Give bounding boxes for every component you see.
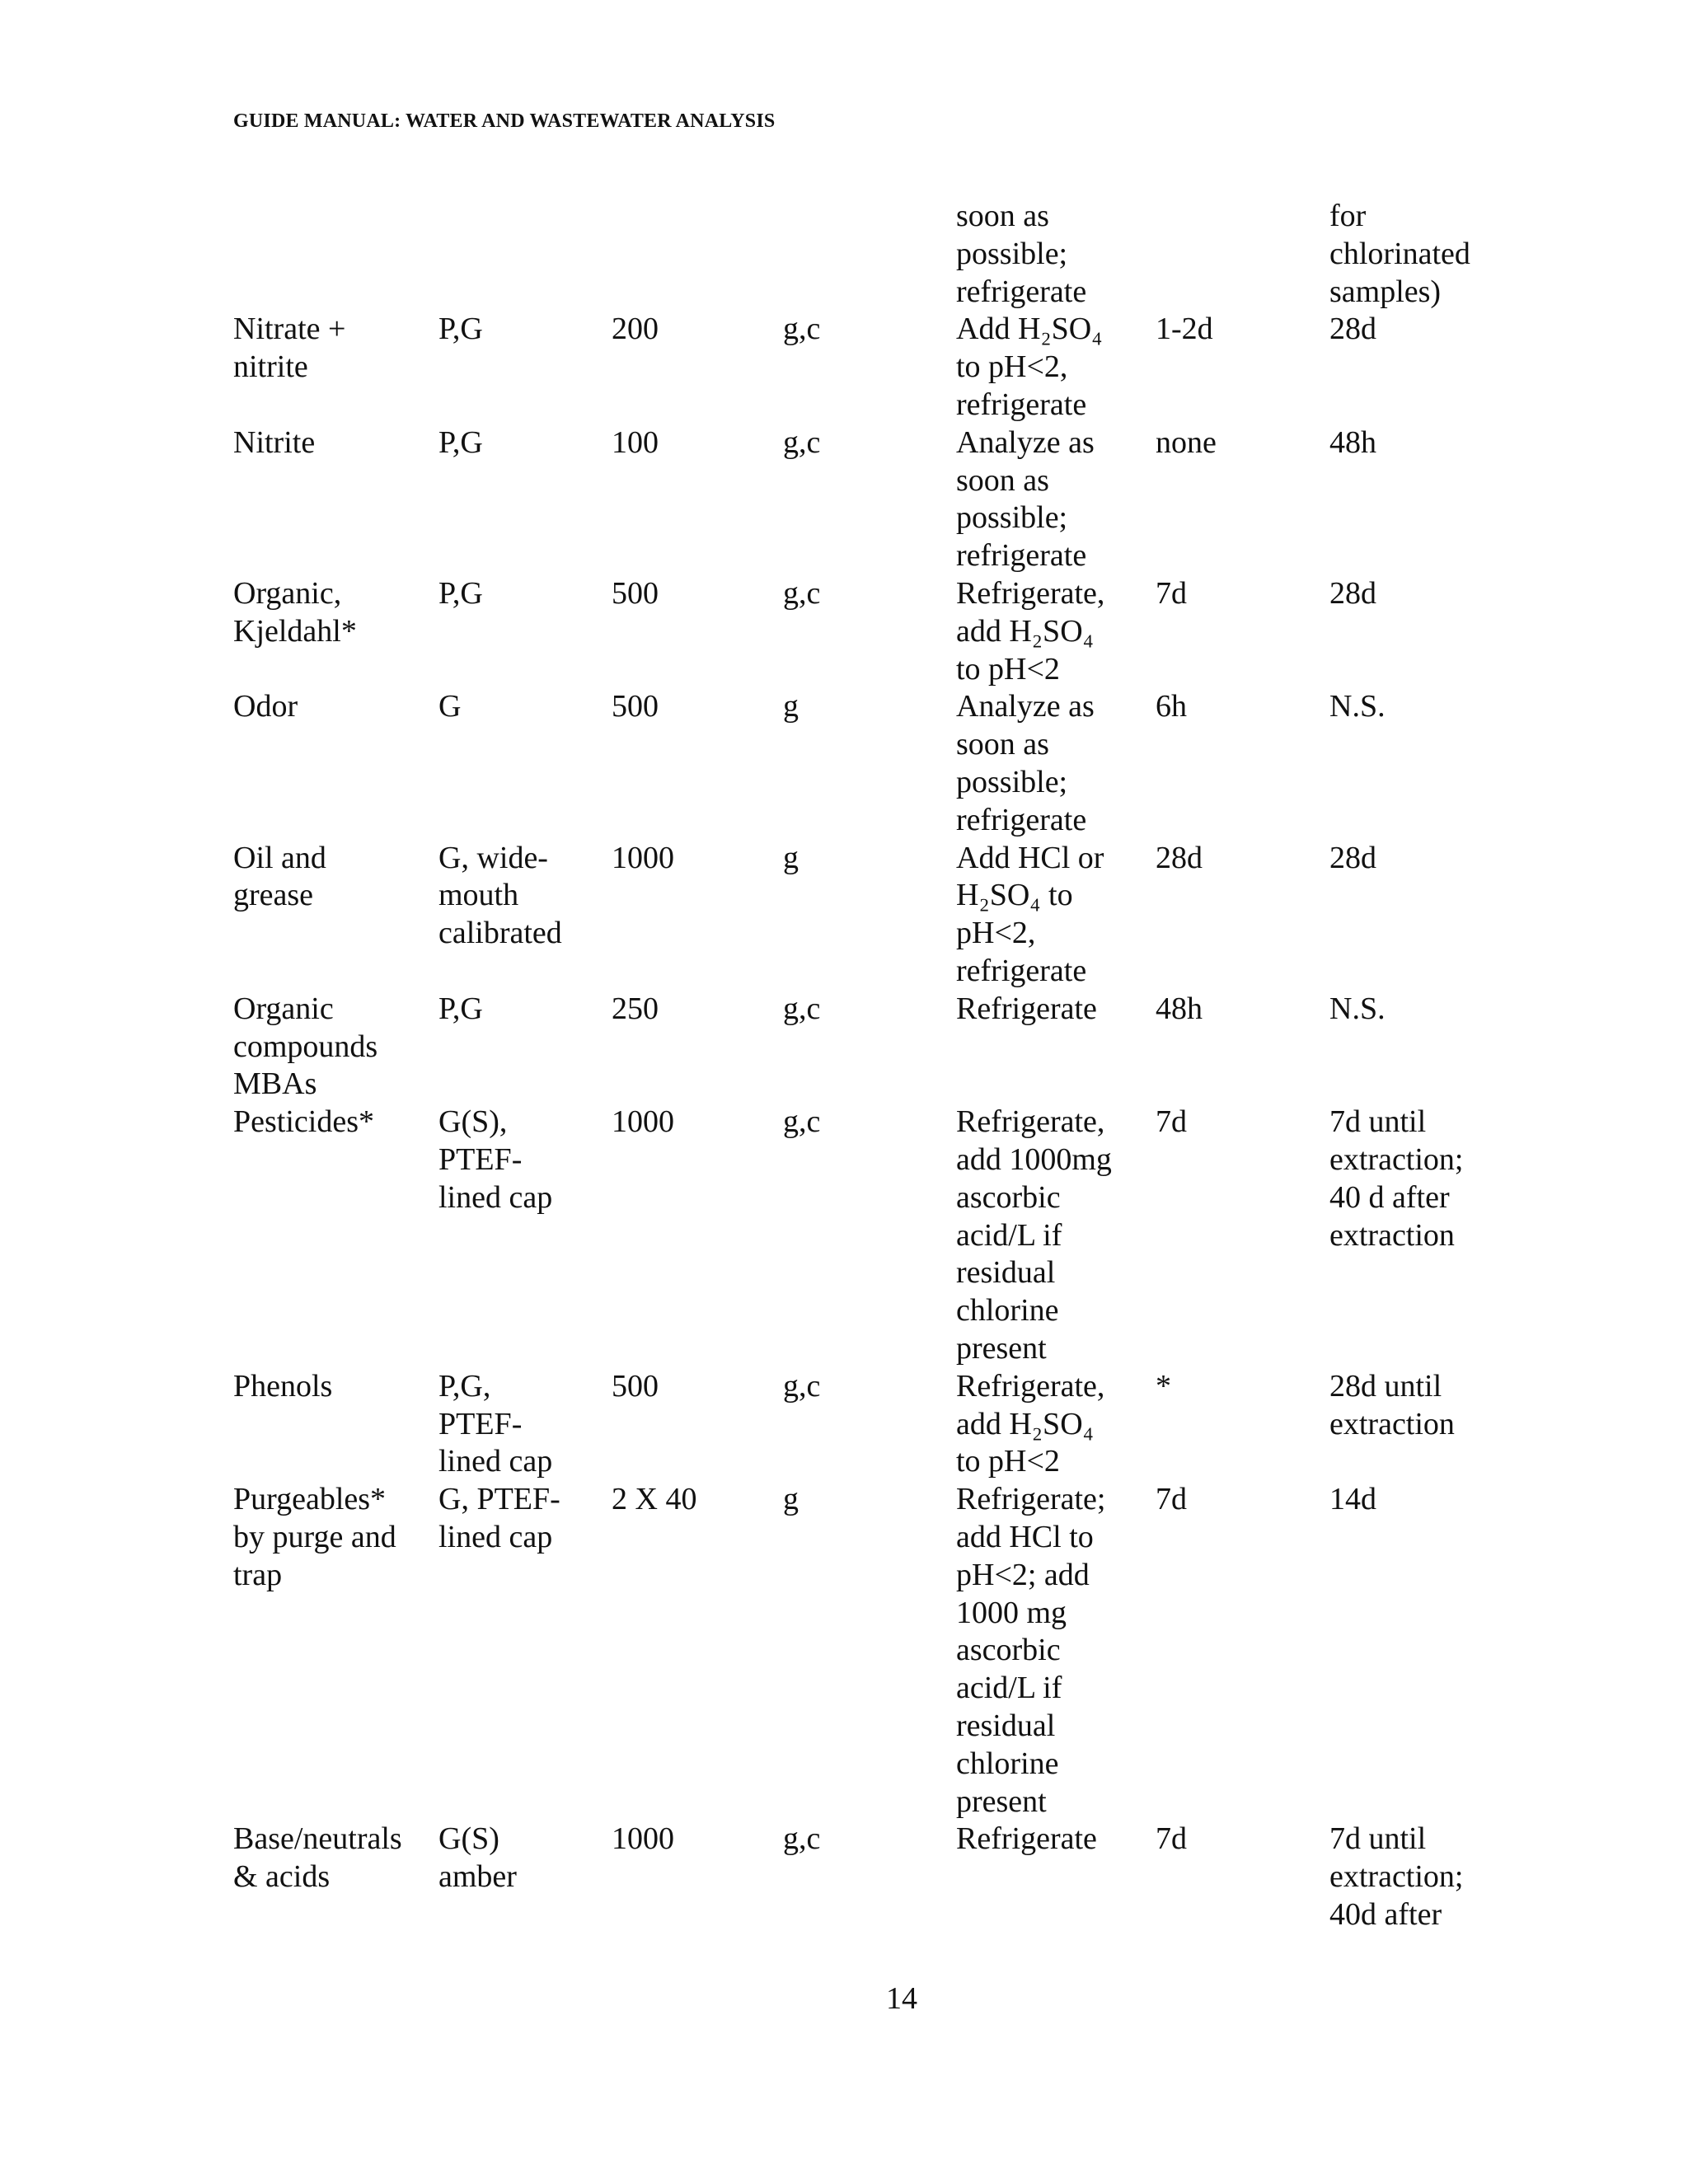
- cell-line: g: [783, 1482, 799, 1517]
- preservation-cell: [956, 575, 1104, 688]
- cell-line: refrigerate: [956, 274, 1087, 309]
- cell-line: acid/L if: [956, 1217, 1062, 1253]
- cell-line: ascorbic: [956, 1633, 1061, 1668]
- container-cell: [438, 575, 483, 613]
- cell-line: Refrigerate,: [956, 576, 1105, 611]
- cell-line: 500: [612, 689, 659, 724]
- cell-line: 500: [612, 1368, 659, 1404]
- regulatory-holding-cell: [1329, 1481, 1376, 1519]
- cell-line: G, PTEF-: [438, 1482, 560, 1517]
- min-sample-size-cell: [612, 1104, 674, 1141]
- container-cell: [438, 1821, 517, 1896]
- cell-line: 7d: [1156, 576, 1187, 611]
- cell-line: 28d: [1329, 312, 1376, 347]
- cell-line: 250: [612, 991, 659, 1026]
- recommended-holding-cell: [1156, 1481, 1187, 1519]
- cell-line: soon as: [956, 199, 1049, 233]
- cell-line: 28d: [1329, 840, 1376, 875]
- cell-line: mouth: [438, 878, 519, 913]
- regulatory-holding-cell: [1329, 1368, 1455, 1444]
- cell-line: to pH<2: [956, 1444, 1060, 1479]
- container-cell: [438, 311, 483, 349]
- cell-line: Pesticides*: [233, 1104, 374, 1140]
- cell-line: Refrigerate,: [956, 1368, 1105, 1404]
- sample-type-cell: [783, 1481, 799, 1519]
- cell-line: pH<2,: [956, 916, 1036, 951]
- cell-line: Oil and: [233, 840, 326, 875]
- cell-line: lined cap: [438, 1519, 553, 1554]
- cell-line: chlorine: [956, 1293, 1059, 1329]
- running-header: GUIDE MANUAL: WATER AND WASTEWATER ANALYSIS: [233, 110, 776, 132]
- cell-line: samples): [1329, 274, 1442, 309]
- cell-line: add H₂SO₄: [956, 1406, 1094, 1441]
- cell-line: possible;: [956, 764, 1068, 799]
- cell-line: grease: [233, 878, 314, 913]
- cell-line: 500: [612, 576, 659, 611]
- sample-type-cell: [783, 424, 820, 462]
- min-sample-size-cell: [612, 1481, 696, 1519]
- cell-line: g,c: [783, 312, 821, 347]
- cell-line: acid/L if: [956, 1671, 1062, 1706]
- cell-line: 40 d after: [1329, 1179, 1450, 1215]
- parameter-cell: [233, 1368, 332, 1406]
- cell-line: Add HCl or: [956, 840, 1104, 875]
- cell-line: g,c: [783, 424, 821, 460]
- parameter-cell: [233, 991, 377, 1104]
- cell-line: chlorinated: [1329, 236, 1470, 271]
- cell-line: amber: [438, 1859, 517, 1895]
- cell-line: refrigerate: [956, 538, 1087, 574]
- container-cell: [438, 1104, 552, 1216]
- cell-line: residual: [956, 1708, 1056, 1743]
- cell-line: add 1000mg: [956, 1141, 1112, 1177]
- cell-line: P,G: [438, 576, 483, 611]
- cell-line: 7d until: [1329, 1821, 1427, 1857]
- cell-line: ascorbic: [956, 1179, 1061, 1215]
- cell-line: by purge and: [233, 1519, 396, 1554]
- cell-line: for: [1329, 199, 1367, 233]
- cell-line: extraction: [1329, 1406, 1455, 1441]
- cell-line: Add H₂SO₄: [956, 312, 1103, 347]
- cell-line: 6h: [1156, 689, 1187, 724]
- cell-line: 2 X 40: [612, 1482, 697, 1517]
- cell-line: Nitrate +: [233, 312, 346, 347]
- preservation-cell: [956, 198, 1086, 311]
- recommended-holding-cell: [1156, 1104, 1187, 1141]
- cell-line: Refrigerate: [956, 991, 1097, 1026]
- cell-line: & acids: [233, 1859, 331, 1895]
- cell-line: Organic: [233, 991, 334, 1026]
- cell-line: Base/neutrals: [233, 1821, 402, 1857]
- container-cell: [438, 1481, 560, 1557]
- min-sample-size-cell: [612, 688, 659, 726]
- min-sample-size-cell: [612, 424, 659, 462]
- cell-line: Analyze as: [956, 689, 1095, 724]
- cell-line: extraction;: [1329, 1141, 1464, 1177]
- cell-line: possible;: [956, 500, 1068, 536]
- cell-line: 14d: [1329, 1482, 1376, 1517]
- cell-line: possible;: [956, 236, 1068, 271]
- cell-line: add HCl to: [956, 1519, 1094, 1554]
- min-sample-size-cell: [612, 1368, 659, 1406]
- preservation-cell: [956, 1104, 1112, 1368]
- cell-line: P,G: [438, 424, 483, 460]
- recommended-holding-cell: [1156, 575, 1187, 613]
- sample-type-cell: [783, 840, 799, 878]
- cell-line: 1-2d: [1156, 312, 1213, 347]
- cell-line: present: [956, 1330, 1047, 1366]
- sample-type-cell: [783, 991, 820, 1029]
- sample-type-cell: [783, 1104, 820, 1141]
- preservation-cell: [956, 1821, 1097, 1858]
- cell-line: G, wide-: [438, 840, 548, 875]
- regulatory-holding-cell: [1329, 688, 1386, 726]
- cell-line: g,c: [783, 1368, 821, 1404]
- cell-line: 200: [612, 312, 659, 347]
- parameter-cell: [233, 688, 298, 726]
- recommended-holding-cell: [1156, 688, 1187, 726]
- cell-line: Refrigerate,: [956, 1104, 1105, 1140]
- cell-line: g: [783, 689, 799, 724]
- regulatory-holding-cell: [1329, 198, 1470, 311]
- container-cell: [438, 688, 461, 726]
- container-cell: [438, 1368, 552, 1481]
- cell-line: compounds: [233, 1029, 378, 1064]
- cell-line: Kjeldahl*: [233, 613, 357, 649]
- recommended-holding-cell: [1156, 311, 1213, 349]
- cell-line: chlorine: [956, 1746, 1059, 1781]
- cell-line: soon as: [956, 727, 1049, 762]
- parameter-cell: [233, 1104, 374, 1141]
- cell-line: Nitrite: [233, 424, 316, 460]
- cell-line: 40d after: [1329, 1896, 1442, 1932]
- cell-line: to pH<2,: [956, 349, 1068, 385]
- min-sample-size-cell: [612, 840, 674, 878]
- regulatory-holding-cell: [1329, 1104, 1463, 1254]
- preservation-cell: [956, 991, 1097, 1029]
- cell-line: extraction;: [1329, 1859, 1464, 1895]
- regulatory-holding-cell: [1329, 575, 1376, 613]
- cell-line: Refrigerate: [956, 1821, 1097, 1857]
- cell-line: lined cap: [438, 1444, 553, 1479]
- cell-line: *: [1156, 1368, 1171, 1404]
- preservation-cell: [956, 424, 1095, 575]
- cell-line: P,G: [438, 991, 483, 1026]
- parameter-cell: [233, 1481, 396, 1594]
- cell-line: residual: [956, 1255, 1056, 1291]
- cell-line: N.S.: [1329, 689, 1386, 724]
- cell-line: N.S.: [1329, 991, 1386, 1026]
- preservation-cell: [956, 840, 1104, 991]
- cell-line: 1000: [612, 840, 674, 875]
- sample-type-cell: [783, 1821, 820, 1858]
- sample-type-cell: [783, 311, 820, 349]
- cell-line: G(S): [438, 1821, 499, 1857]
- cell-line: 1000 mg: [956, 1595, 1067, 1630]
- recommended-holding-cell: [1156, 1821, 1187, 1858]
- regulatory-holding-cell: [1329, 1821, 1463, 1933]
- min-sample-size-cell: [612, 575, 659, 613]
- cell-line: g,c: [783, 576, 821, 611]
- cell-line: trap: [233, 1557, 283, 1592]
- cell-line: Odor: [233, 689, 298, 724]
- cell-line: Analyze as: [956, 424, 1095, 460]
- cell-line: extraction: [1329, 1217, 1455, 1253]
- cell-line: Refrigerate;: [956, 1482, 1106, 1517]
- cell-line: g,c: [783, 991, 821, 1026]
- min-sample-size-cell: [612, 311, 659, 349]
- cell-line: 48h: [1156, 991, 1203, 1026]
- cell-line: to pH<2: [956, 651, 1060, 687]
- cell-line: G: [438, 689, 462, 724]
- cell-line: refrigerate: [956, 387, 1087, 422]
- preservation-cell: [956, 1368, 1104, 1481]
- cell-line: P,G,: [438, 1368, 491, 1404]
- cell-line: H₂SO₄ to: [956, 878, 1073, 913]
- regulatory-holding-cell: [1329, 424, 1376, 462]
- regulatory-holding-cell: [1329, 991, 1386, 1029]
- cell-line: add H₂SO₄: [956, 613, 1094, 649]
- sample-type-cell: [783, 575, 820, 613]
- cell-line: 7d: [1156, 1821, 1187, 1857]
- cell-line: 48h: [1329, 424, 1376, 460]
- cell-line: lined cap: [438, 1179, 553, 1215]
- cell-line: 28d: [1329, 576, 1376, 611]
- cell-line: 28d until: [1329, 1368, 1442, 1404]
- cell-line: soon as: [956, 462, 1049, 498]
- cell-line: 28d: [1156, 840, 1203, 875]
- recommended-holding-cell: [1156, 991, 1203, 1029]
- container-cell: [438, 424, 483, 462]
- regulatory-holding-cell: [1329, 311, 1376, 349]
- cell-line: refrigerate: [956, 953, 1087, 988]
- cell-line: Purgeables*: [233, 1482, 387, 1517]
- container-cell: [438, 840, 562, 953]
- cell-line: g,c: [783, 1104, 821, 1140]
- sample-type-cell: [783, 1368, 820, 1406]
- cell-line: G(S),: [438, 1104, 508, 1140]
- cell-line: Phenols: [233, 1368, 333, 1404]
- preservation-cell: [956, 688, 1095, 839]
- min-sample-size-cell: [612, 1821, 674, 1858]
- cell-line: 1000: [612, 1104, 674, 1140]
- page-number: 14: [886, 1981, 917, 2016]
- recommended-holding-cell: [1156, 1368, 1171, 1406]
- parameter-cell: [233, 1821, 402, 1896]
- cell-line: PTEF-: [438, 1141, 523, 1177]
- regulatory-holding-cell: [1329, 840, 1376, 878]
- recommended-holding-cell: [1156, 424, 1217, 462]
- min-sample-size-cell: [612, 991, 659, 1029]
- cell-line: 7d: [1156, 1482, 1187, 1517]
- parameter-cell: [233, 311, 345, 387]
- cell-line: 1000: [612, 1821, 674, 1857]
- cell-line: 7d until: [1329, 1104, 1427, 1140]
- parameter-cell: [233, 424, 315, 462]
- cell-line: Organic,: [233, 576, 342, 611]
- cell-line: refrigerate: [956, 802, 1087, 837]
- preservation-cell: [956, 1481, 1105, 1821]
- cell-line: P,G: [438, 312, 483, 347]
- recommended-holding-cell: [1156, 840, 1203, 878]
- container-cell: [438, 991, 483, 1029]
- preservation-cell: [956, 311, 1102, 424]
- cell-line: 7d: [1156, 1104, 1187, 1140]
- cell-line: present: [956, 1783, 1047, 1819]
- cell-line: calibrated: [438, 916, 562, 951]
- cell-line: pH<2; add: [956, 1557, 1090, 1592]
- parameter-cell: [233, 840, 326, 916]
- cell-line: 100: [612, 424, 659, 460]
- cell-line: PTEF-: [438, 1406, 523, 1441]
- sample-type-cell: [783, 688, 799, 726]
- cell-line: MBAs: [233, 1066, 317, 1102]
- parameter-cell: [233, 575, 357, 651]
- cell-line: none: [1156, 424, 1217, 460]
- cell-line: g,c: [783, 1821, 821, 1857]
- cell-line: nitrite: [233, 349, 308, 385]
- cell-line: g: [783, 840, 799, 875]
